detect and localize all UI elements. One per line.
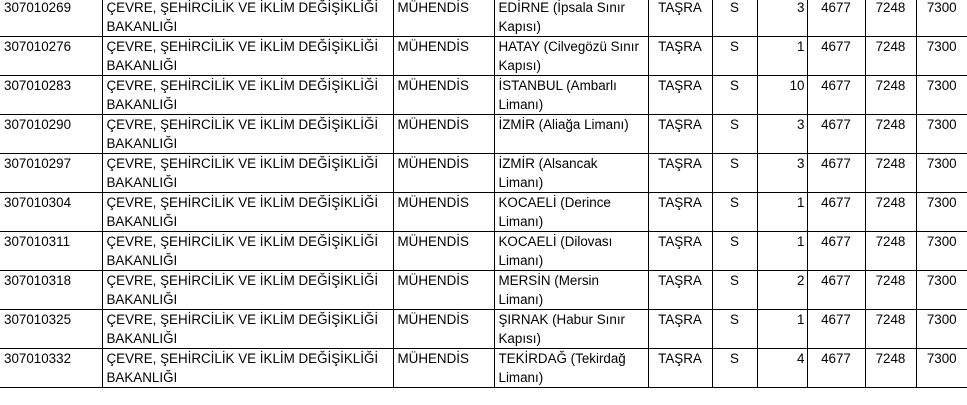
- institution-cell: ÇEVRE, ŞEHİRCİLİK VE İKLİM DEĞİŞİKLİĞİ BAKANLIĞI: [102, 193, 393, 232]
- class-cell: S: [712, 154, 757, 193]
- title-cell: MÜHENDİS: [393, 0, 494, 37]
- class-cell: S: [712, 115, 757, 154]
- unit-type-cell: TAŞRA: [648, 232, 712, 271]
- law-cell: 4677: [807, 0, 865, 37]
- class-cell: S: [712, 76, 757, 115]
- institution-cell: ÇEVRE, ŞEHİRCİLİK VE İKLİM DEĞİŞİKLİĞİ BAKANLIĞI: [102, 271, 393, 310]
- quota-cell: 4: [757, 349, 807, 388]
- title-cell: MÜHENDİS: [393, 115, 494, 154]
- score-min-cell: 7248: [865, 154, 916, 193]
- law-cell: 4677: [807, 76, 865, 115]
- title-cell: MÜHENDİS: [393, 349, 494, 388]
- position-code-cell: 307010269: [0, 0, 102, 37]
- quota-cell: 10: [757, 76, 807, 115]
- table-row: [0, 310, 967, 349]
- law-cell: 4677: [807, 115, 865, 154]
- location-cell: ŞIRNAK (Habur Sınır Kapısı): [494, 310, 648, 349]
- title-cell: MÜHENDİS: [393, 193, 494, 232]
- quota-cell: 1: [757, 37, 807, 76]
- table-row: [0, 193, 967, 232]
- position-code-cell: 307010304: [0, 193, 102, 232]
- class-cell: S: [712, 193, 757, 232]
- unit-type-cell: TAŞRA: [648, 310, 712, 349]
- quota-cell: 1: [757, 310, 807, 349]
- location-cell: KOCAELİ (Derince Limanı): [494, 193, 648, 232]
- position-code-cell: 307010332: [0, 349, 102, 388]
- score-min-cell: 7248: [865, 232, 916, 271]
- location-cell: HATAY (Cilvegözü Sınır Kapısı): [494, 37, 648, 76]
- unit-type-cell: TAŞRA: [648, 271, 712, 310]
- position-code-cell: 307010318: [0, 271, 102, 310]
- score-max-cell: 7300: [916, 310, 967, 349]
- institution-cell: ÇEVRE, ŞEHİRCİLİK VE İKLİM DEĞİŞİKLİĞİ BAKANLIĞI: [102, 232, 393, 271]
- score-min-cell: 7248: [865, 193, 916, 232]
- law-cell: 4677: [807, 154, 865, 193]
- table-row: [0, 0, 967, 37]
- class-cell: S: [712, 37, 757, 76]
- score-max-cell: 7300: [916, 232, 967, 271]
- location-cell: MERSİN (Mersin Limanı): [494, 271, 648, 310]
- table-row: [0, 349, 967, 388]
- class-cell: S: [712, 0, 757, 37]
- score-max-cell: 7300: [916, 37, 967, 76]
- unit-type-cell: TAŞRA: [648, 0, 712, 37]
- unit-type-cell: TAŞRA: [648, 37, 712, 76]
- position-code-cell: 307010276: [0, 37, 102, 76]
- table-row: [0, 232, 967, 271]
- score-max-cell: 7300: [916, 0, 967, 37]
- institution-cell: ÇEVRE, ŞEHİRCİLİK VE İKLİM DEĞİŞİKLİĞİ BAKANLIĞI: [102, 154, 393, 193]
- location-cell: KOCAELİ (Dilovası Limanı): [494, 232, 648, 271]
- title-cell: MÜHENDİS: [393, 37, 494, 76]
- location-cell: İZMİR (Aliağa Limanı): [494, 115, 648, 154]
- institution-cell: ÇEVRE, ŞEHİRCİLİK VE İKLİM DEĞİŞİKLİĞİ BAKANLIĞI: [102, 37, 393, 76]
- class-cell: S: [712, 271, 757, 310]
- position-code-cell: 307010283: [0, 76, 102, 115]
- location-cell: TEKİRDAĞ (Tekirdağ Limanı): [494, 349, 648, 388]
- score-min-cell: 7248: [865, 37, 916, 76]
- law-cell: 4677: [807, 271, 865, 310]
- quota-cell: 3: [757, 115, 807, 154]
- law-cell: 4677: [807, 349, 865, 388]
- position-code-cell: 307010297: [0, 154, 102, 193]
- score-min-cell: 7248: [865, 0, 916, 37]
- quota-cell: 1: [757, 193, 807, 232]
- quota-cell: 3: [757, 154, 807, 193]
- title-cell: MÜHENDİS: [393, 154, 494, 193]
- quota-cell: 2: [757, 271, 807, 310]
- table-row: [0, 37, 967, 76]
- score-min-cell: 7248: [865, 76, 916, 115]
- unit-type-cell: TAŞRA: [648, 193, 712, 232]
- law-cell: 4677: [807, 310, 865, 349]
- position-code-cell: 307010325: [0, 310, 102, 349]
- title-cell: MÜHENDİS: [393, 310, 494, 349]
- title-cell: MÜHENDİS: [393, 76, 494, 115]
- table-row: [0, 271, 967, 310]
- unit-type-cell: TAŞRA: [648, 154, 712, 193]
- score-max-cell: 7300: [916, 349, 967, 388]
- institution-cell: ÇEVRE, ŞEHİRCİLİK VE İKLİM DEĞİŞİKLİĞİ BAKANLIĞI: [102, 310, 393, 349]
- score-min-cell: 7248: [865, 310, 916, 349]
- class-cell: S: [712, 349, 757, 388]
- score-max-cell: 7300: [916, 76, 967, 115]
- unit-type-cell: TAŞRA: [648, 115, 712, 154]
- position-code-cell: 307010290: [0, 115, 102, 154]
- score-max-cell: 7300: [916, 115, 967, 154]
- location-cell: EDİRNE (İpsala Sınır Kapısı): [494, 0, 648, 37]
- score-min-cell: 7248: [865, 349, 916, 388]
- institution-cell: ÇEVRE, ŞEHİRCİLİK VE İKLİM DEĞİŞİKLİĞİ BAKANLIĞI: [102, 349, 393, 388]
- position-code-cell: 307010311: [0, 232, 102, 271]
- unit-type-cell: TAŞRA: [648, 349, 712, 388]
- score-min-cell: 7248: [865, 271, 916, 310]
- institution-cell: ÇEVRE, ŞEHİRCİLİK VE İKLİM DEĞİŞİKLİĞİ BAKANLIĞI: [102, 0, 393, 37]
- law-cell: 4677: [807, 193, 865, 232]
- law-cell: 4677: [807, 232, 865, 271]
- score-max-cell: 7300: [916, 154, 967, 193]
- quota-cell: 1: [757, 232, 807, 271]
- law-cell: 4677: [807, 37, 865, 76]
- table-row: [0, 154, 967, 193]
- score-max-cell: 7300: [916, 271, 967, 310]
- class-cell: S: [712, 232, 757, 271]
- title-cell: MÜHENDİS: [393, 271, 494, 310]
- unit-type-cell: TAŞRA: [648, 76, 712, 115]
- location-cell: İZMİR (Alsancak Limanı): [494, 154, 648, 193]
- class-cell: S: [712, 310, 757, 349]
- score-min-cell: 7248: [865, 115, 916, 154]
- institution-cell: ÇEVRE, ŞEHİRCİLİK VE İKLİM DEĞİŞİKLİĞİ BAKANLIĞI: [102, 115, 393, 154]
- title-cell: MÜHENDİS: [393, 232, 494, 271]
- institution-cell: ÇEVRE, ŞEHİRCİLİK VE İKLİM DEĞİŞİKLİĞİ BAKANLIĞI: [102, 76, 393, 115]
- location-cell: İSTANBUL (Ambarlı Limanı): [494, 76, 648, 115]
- table-row: [0, 115, 967, 154]
- quota-cell: 3: [757, 0, 807, 37]
- score-max-cell: 7300: [916, 193, 967, 232]
- table-row: [0, 76, 967, 115]
